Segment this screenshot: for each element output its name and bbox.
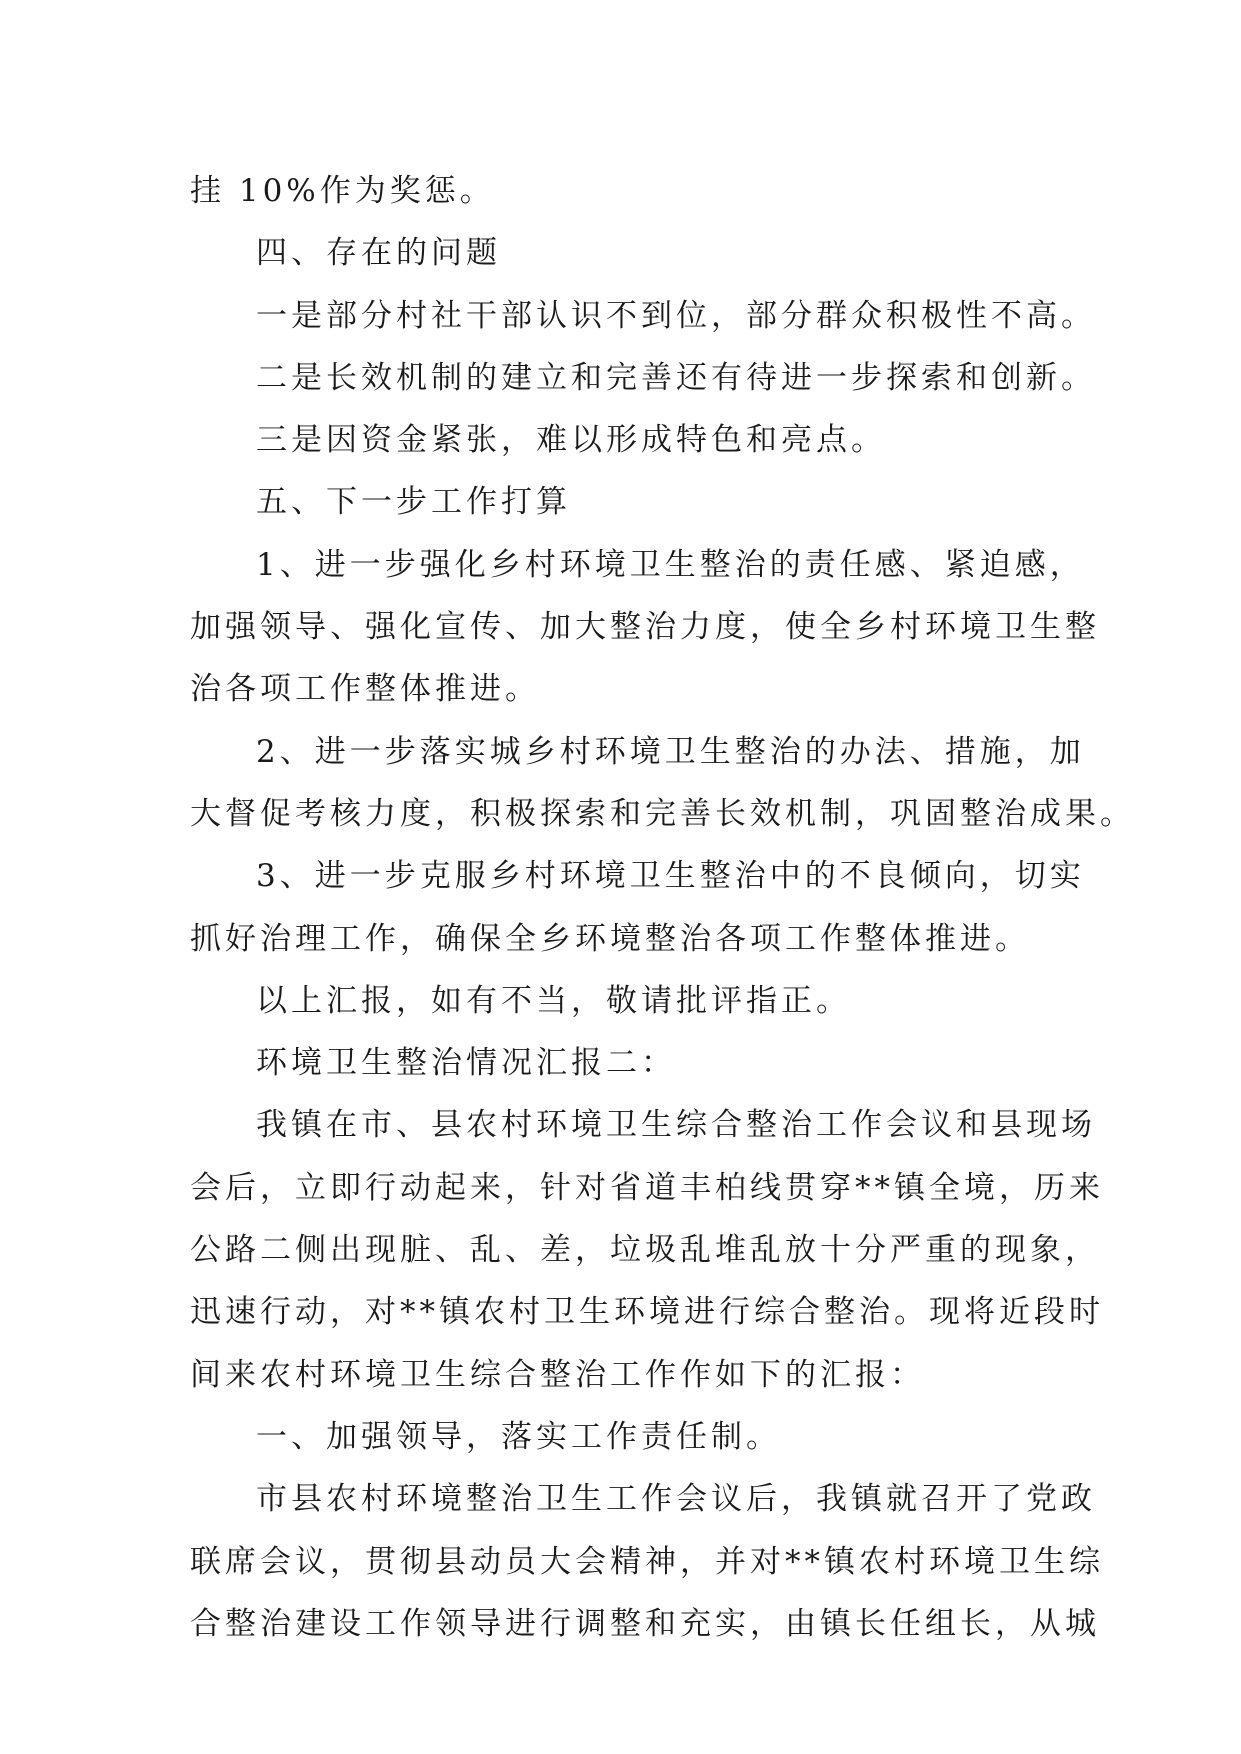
text-line: 联席会议，贯彻县动员大会精神，并对**镇农村环境卫生综 xyxy=(190,1543,1104,1580)
text-line: 间来农村环境卫生综合整治工作作如下的汇报： xyxy=(190,1356,925,1393)
section-heading-leadership: 一、加强领导，落实工作责任制。 xyxy=(256,1418,781,1455)
text-line: 以上汇报，如有不当，敬请批评指正。 xyxy=(256,982,851,1019)
text-line: 3、进一步克服乡村环境卫生整治中的不良倾向，切实 xyxy=(256,858,1085,895)
text-line: 一是部分村社干部认识不到位，部分群众积极性不高。 xyxy=(256,297,1096,334)
section-heading-next-steps: 五、下一步工作打算 xyxy=(256,484,571,521)
text-line: 大督促考核力度，积极探索和完善长效机制，巩固整治成果。 xyxy=(190,795,1135,832)
text-line: 抓好治理工作，确保全乡环境整治各项工作整体推进。 xyxy=(190,920,1030,957)
text-line: 挂 10%作为奖惩。 xyxy=(190,173,495,209)
text-line: 迅速行动，对**镇农村卫生环境进行综合整治。现将近段时 xyxy=(190,1294,1104,1331)
text-line: 加强领导、强化宣传、加大整治力度，使全乡村环境卫生整 xyxy=(190,609,1100,646)
text-line: 2、进一步落实城乡村环境卫生整治的办法、措施，加 xyxy=(256,733,1085,770)
text-line: 三是因资金紧张，难以形成特色和亮点。 xyxy=(256,422,886,459)
report-two-title: 环境卫生整治情况汇报二： xyxy=(256,1045,676,1082)
text-line: 公路二侧出现脏、乱、差，垃圾乱堆乱放十分严重的现象， xyxy=(190,1232,1100,1269)
document-body xyxy=(190,160,1135,1655)
section-heading-problems: 四、存在的问题 xyxy=(256,235,501,272)
text-line: 合整治建设工作领导进行调整和充实，由镇长任组长，从城 xyxy=(190,1605,1100,1642)
text-line: 我镇在市、县农村环境卫生综合整治工作会议和县现场 xyxy=(256,1107,1096,1144)
text-line: 市县农村环境整治卫生工作会议后，我镇就召开了党政 xyxy=(256,1481,1096,1518)
text-line: 二是长效机制的建立和完善还有待进一步探索和创新。 xyxy=(256,359,1096,396)
text-line: 治各项工作整体推进。 xyxy=(190,671,540,708)
text-line: 会后，立即行动起来，针对省道丰柏线贯穿**镇全境，历来 xyxy=(190,1169,1104,1206)
text-line: 1、进一步强化乡村环境卫生整治的责任感、紧迫感， xyxy=(256,546,1085,583)
